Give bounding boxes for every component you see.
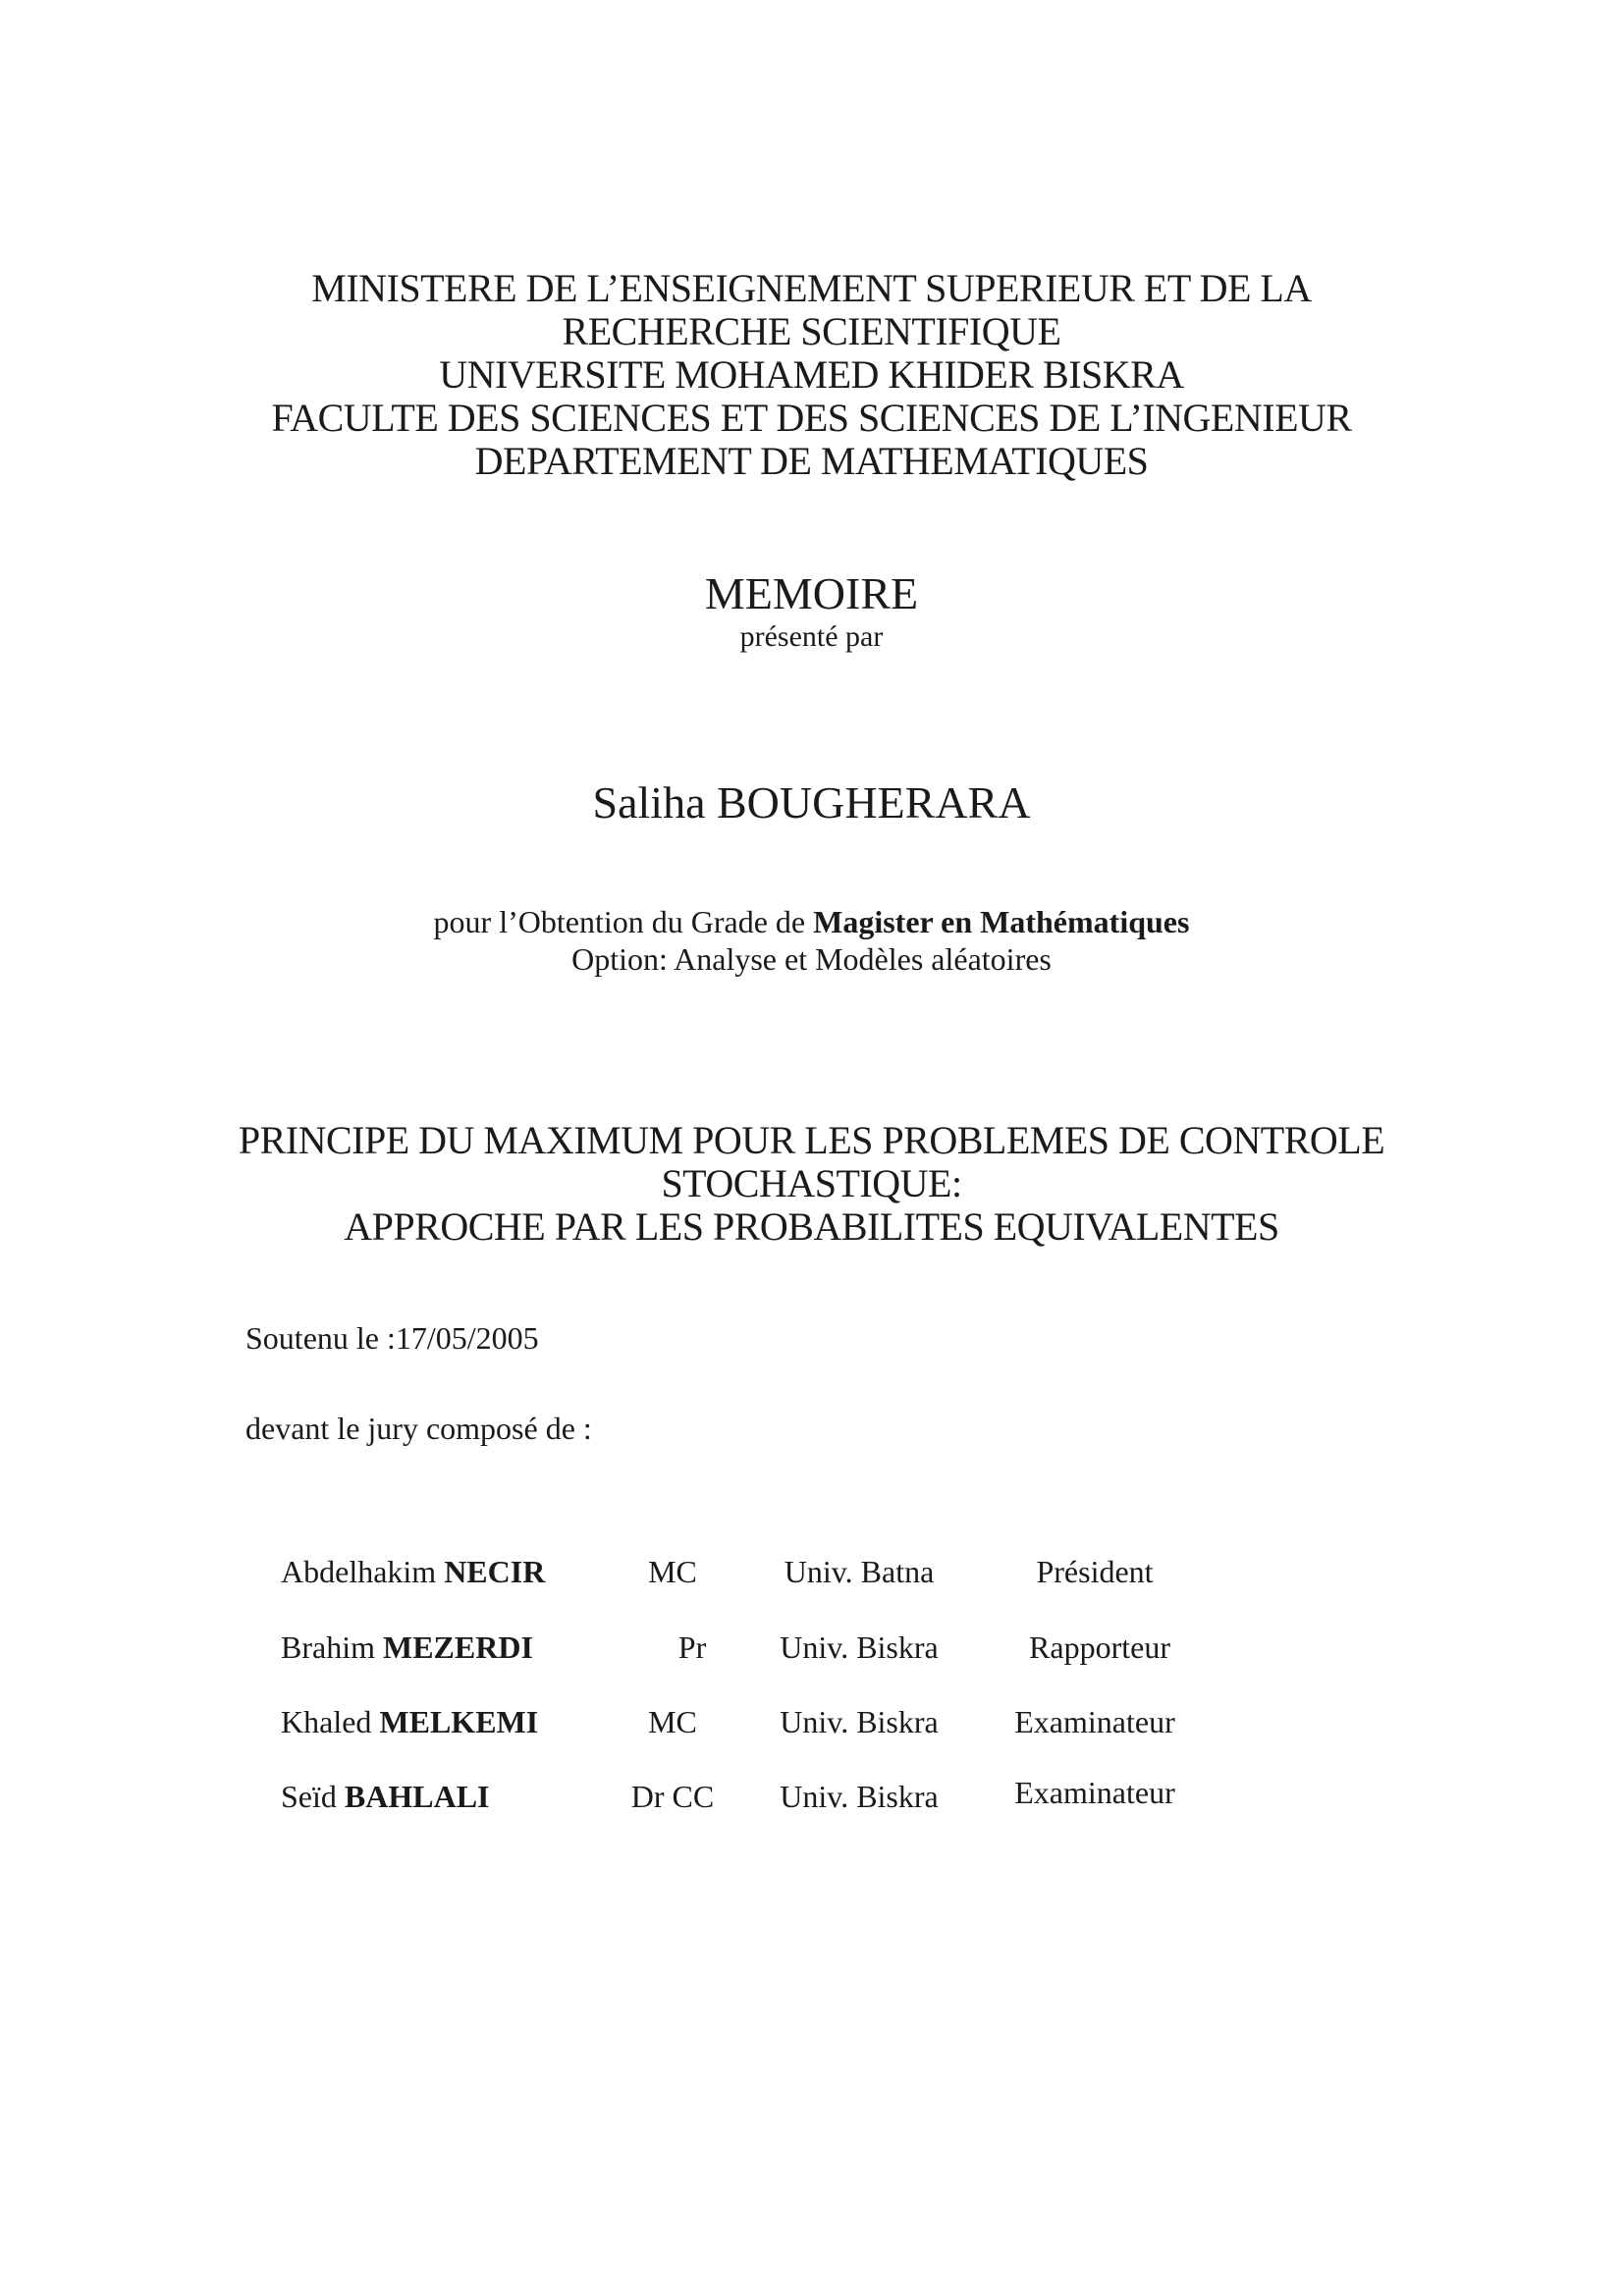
jury-first-name: Abdelhakim [281, 1554, 445, 1589]
defense-date: Soutenu le :17/05/2005 [245, 1320, 539, 1356]
jury-member-university: Univ. Biskra [780, 1704, 939, 1739]
jury-member-name [281, 1628, 533, 1667]
presented-by: présenté par [739, 620, 884, 653]
jury-member-name [281, 1552, 545, 1591]
department-name: DEPARTEMENT DE MATHEMATIQUES [474, 439, 1149, 483]
jury-member-grade: Pr [677, 1629, 707, 1665]
jury-last-name: MELKEMI [379, 1704, 539, 1739]
document-type: MEMOIRE [704, 568, 919, 618]
faculty-name: FACULTE DES SCIENCES ET DES SCIENCES DE L’INGENIEUR [271, 396, 1352, 440]
jury-member-role: Examinateur [1014, 1704, 1175, 1739]
author-name: Saliha BOUGHERARA [592, 777, 1031, 828]
jury-member-grade: Dr CC [630, 1779, 715, 1814]
thesis-title-line-2: STOCHASTIQUE: [661, 1161, 962, 1205]
jury-first-name: Brahim [281, 1629, 383, 1665]
degree-option: Option: Analyse et Modèles aléatoires [571, 941, 1052, 977]
jury-member-university: Univ. Biskra [780, 1629, 939, 1665]
jury-intro: devant le jury composé de : [245, 1411, 592, 1446]
jury-row [0, 1552, 1623, 1591]
jury-last-name: BAHLALI [344, 1779, 490, 1814]
jury-member-grade: MC [648, 1554, 697, 1589]
jury-first-name: Seïd [281, 1779, 345, 1814]
jury-row [0, 1628, 1623, 1667]
degree-line [0, 903, 1623, 940]
jury-last-name: MEZERDI [382, 1629, 533, 1665]
jury-member-university: Univ. Biskra [780, 1779, 939, 1814]
jury-member-name [281, 1702, 538, 1741]
jury-member-university: Univ. Batna [784, 1554, 935, 1589]
jury-last-name: NECIR [444, 1554, 546, 1589]
thesis-title-line-1: PRINCIPE DU MAXIMUM POUR LES PROBLEMES DE CONTROLE [238, 1118, 1385, 1162]
ministry-line-1: MINISTERE DE L’ENSEIGNEMENT SUPERIEUR ET DE LA [311, 266, 1312, 310]
jury-member-role: Président [1036, 1554, 1154, 1589]
jury-first-name: Khaled [281, 1704, 380, 1739]
jury-row [0, 1702, 1623, 1741]
degree-name: Magister en Mathématiques [813, 904, 1190, 939]
degree-prefix: pour l’Obtention du Grade de [433, 904, 814, 939]
jury-member-grade: MC [648, 1704, 697, 1739]
jury-member-role: Rapporteur [1029, 1629, 1170, 1665]
thesis-title-line-3: APPROCHE PAR LES PROBABILITES EQUIVALENTES [344, 1204, 1279, 1249]
ministry-line-2: RECHERCHE SCIENTIFIQUE [562, 309, 1061, 353]
jury-member-role: Examinateur [1014, 1775, 1175, 1810]
university-name: UNIVERSITE MOHAMED KHIDER BISKRA [439, 352, 1184, 397]
jury-row [0, 1777, 1623, 1816]
jury-member-name [281, 1777, 489, 1816]
